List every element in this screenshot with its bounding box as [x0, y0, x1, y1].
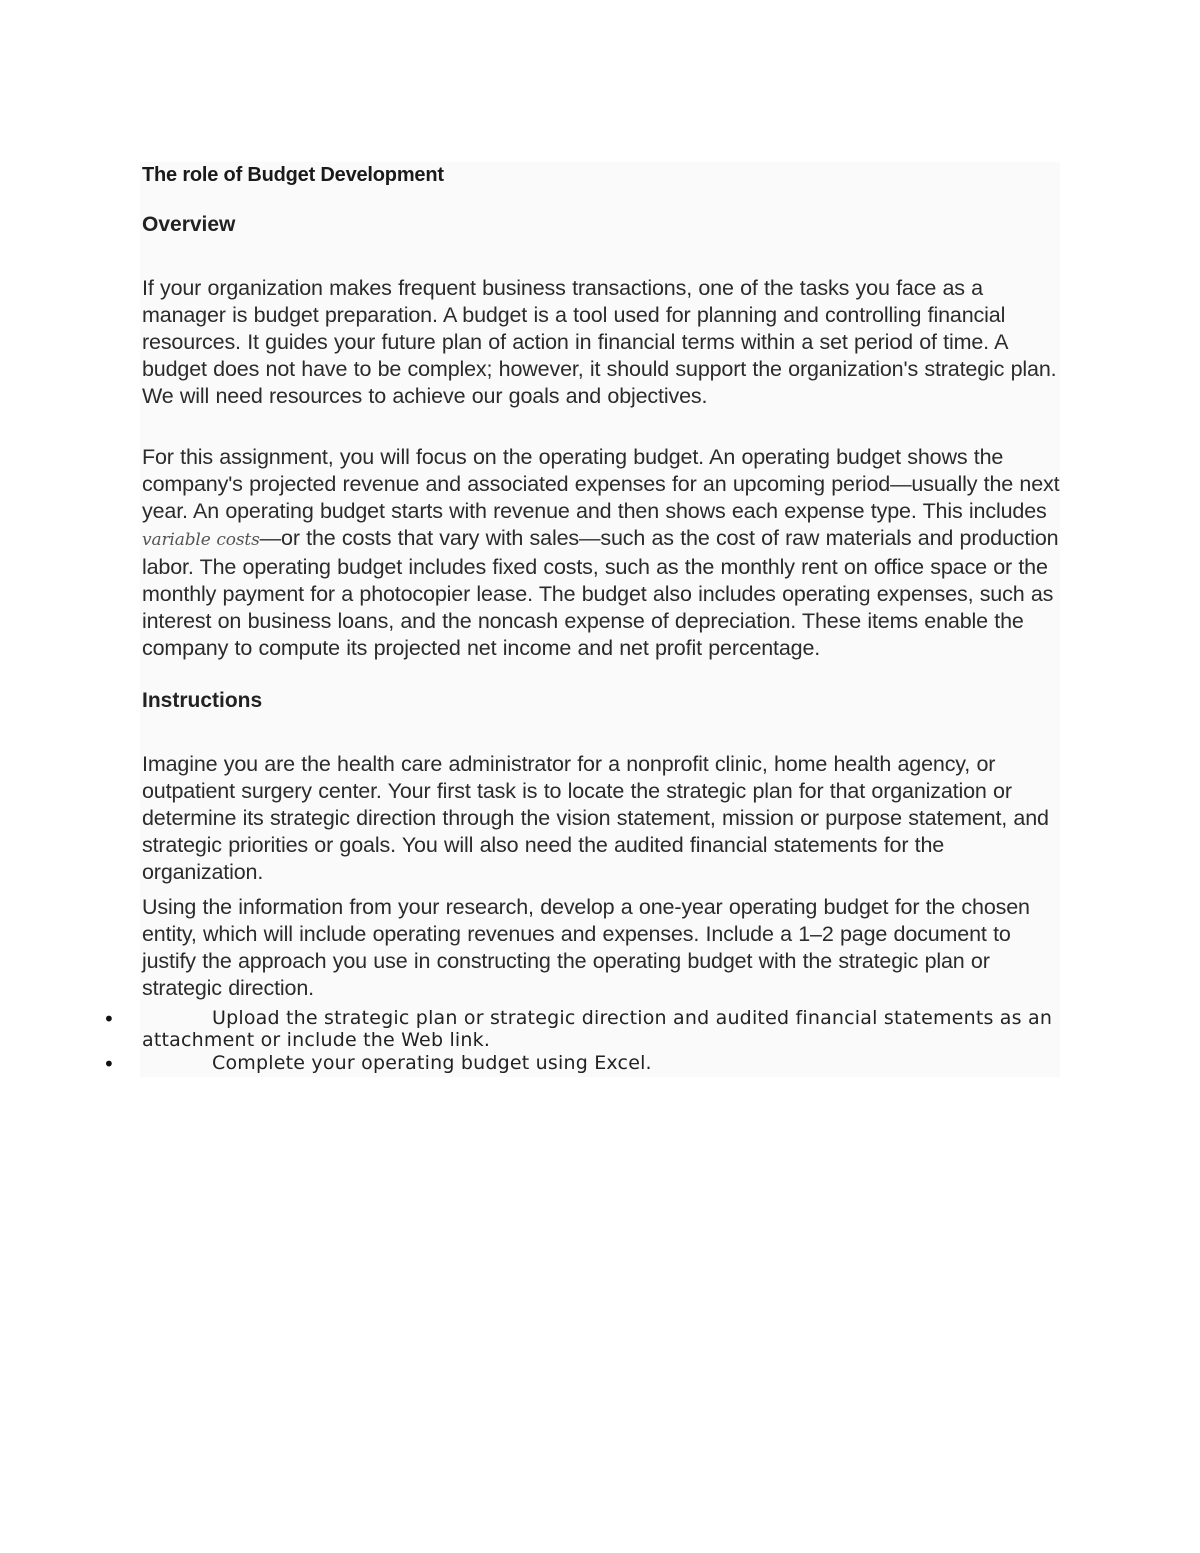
instructions-paragraph-1: Imagine you are the health care administrator for a nonprofit clinic, home health agency, or outpatient surgery center. Your first task is to locate the strategic plan for that organization or determine its strategic direction through the vision statement, mission or purpose statement, and strategic priorities or goals. You will also need the audited financial statements for the organization.	[142, 752, 1049, 884]
list-item	[100, 1007, 1060, 1051]
instructions-paragraph-2: Using the information from your research, develop a one-year operating budget for the chosen entity, which will include operating revenues and expenses. Include a 1–2 page document to justify the approach you use in constructing the operating budget with the strategic plan or strategic direction.	[142, 895, 1030, 1000]
instructions-heading: Instructions	[142, 689, 263, 712]
overview-paragraph-1: If your organization makes frequent business transactions, one of the tasks you face as a manager is budget preparation. A budget is a tool used for planning and controlling financial resources. It guides your future plan of action in financial terms within a set period of time. A budget does not have to be complex; however, it should support the organization's strategic plan. We will need resources to achieve our goals and objectives.	[142, 276, 1057, 408]
overview-heading: Overview	[142, 213, 236, 236]
overview-paragraph-2	[142, 444, 1060, 662]
bullet-icon: •	[103, 1007, 115, 1031]
bullet-text: Upload the strategic plan or strategic direction and audited financial statements as an attachment or include the Web link.	[142, 1007, 1053, 1051]
bullet-icon: •	[103, 1052, 115, 1076]
document-title: The role of Budget Development	[142, 164, 444, 186]
bullet-text: Complete your operating budget using Excel.	[212, 1052, 652, 1074]
overview-paragraph-2-start: For this assignment, you will focus on the operating budget. An operating budget shows the company's projected revenue and associated expenses for an upcoming period—usually the next year. An operating budget starts with revenue and then shows each expense type. This includes	[142, 445, 1060, 523]
variable-costs-term: variable costs	[142, 530, 260, 550]
overview-paragraph-2-end: —or the costs that vary with sales—such as the cost of raw materials and production labor. The operating budget includes fixed costs, such as the monthly rent on office space or the monthly payment for a photocopier lease. The budget also includes operating expenses, such as interest on business loans, and the noncash expense of depreciation. These items enable the company to compute its projected net income and net profit percentage.	[142, 526, 1059, 660]
instructions-bullet-list	[100, 1007, 1060, 1075]
list-item	[100, 1052, 1060, 1074]
